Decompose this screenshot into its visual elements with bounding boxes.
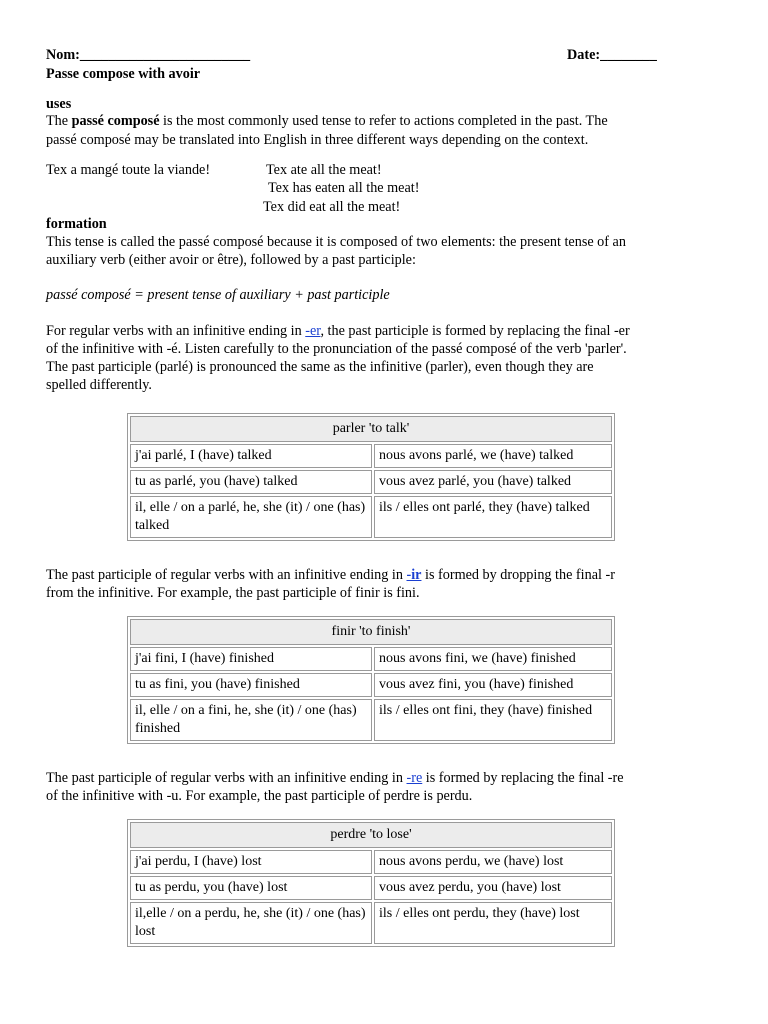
- re-line-1: The past participle of regular verbs with an infinitive ending in -re is formed by replacing the final -re: [46, 770, 624, 786]
- name-label: Nom:: [46, 47, 80, 63]
- date-blank[interactable]: ________: [600, 47, 657, 63]
- perdre-table: [127, 819, 615, 947]
- table-row: [130, 876, 612, 900]
- table-row: [130, 673, 612, 697]
- table-cell: il,elle / on a perdu, he, she (it) / one (has) lost: [130, 902, 372, 944]
- name-line: [46, 46, 250, 64]
- formation-line-1: This tense is called the passé composé because it is composed of two elements: the present tense of an: [46, 234, 626, 250]
- ir-line-1: The past participle of regular verbs with an infinitive ending in -ir is formed by dropping the final -r: [46, 567, 615, 583]
- example-translation-2: Tex has eaten all the meat!: [268, 180, 420, 196]
- date-label: Date:: [567, 47, 601, 63]
- table-row: [130, 444, 612, 468]
- table-cell: ils / elles ont parlé, they (have) talked: [374, 496, 612, 538]
- date-line: [567, 46, 657, 64]
- table-row: [130, 647, 612, 671]
- table-cell: tu as perdu, you (have) lost: [130, 876, 372, 900]
- uses-bold-term: passé composé: [71, 113, 160, 129]
- table-row: [130, 496, 612, 538]
- table-row: [130, 902, 612, 944]
- table-cell: nous avons fini, we (have) finished: [374, 647, 612, 671]
- table-title: perdre 'to lose': [130, 822, 612, 848]
- example-french: Tex a mangé toute la viande!: [46, 162, 211, 178]
- ir-link[interactable]: -ir: [406, 567, 422, 583]
- table-cell: ils / elles ont fini, they (have) finished: [374, 699, 612, 741]
- table-row: [130, 850, 612, 874]
- table-title: parler 'to talk': [130, 416, 612, 442]
- table-cell: tu as fini, you (have) finished: [130, 673, 372, 697]
- table-cell: il, elle / on a parlé, he, she (it) / one (has) talked: [130, 496, 372, 538]
- table-row: [130, 470, 612, 494]
- er-line-2: of the infinitive with -é. Listen carefully to the pronunciation of the passé composé of the verb 'parler'.: [46, 341, 627, 357]
- example-translation-3: Tex did eat all the meat!: [263, 199, 401, 215]
- example-translation-1: Tex ate all the meat!: [266, 162, 382, 178]
- table-cell: tu as parlé, you (have) talked: [130, 470, 372, 494]
- finir-table: [127, 616, 615, 744]
- table-cell: vous avez perdu, you (have) lost: [374, 876, 612, 900]
- formation-heading: formation: [46, 216, 107, 232]
- uses-line-1: The passé composé is the most commonly used tense to refer to actions completed in the past. The: [46, 113, 608, 129]
- re-line-2: of the infinitive with -u. For example, the past participle of perdre is perdu.: [46, 788, 473, 804]
- parler-table: [127, 413, 615, 541]
- er-link[interactable]: -er: [305, 323, 321, 339]
- table-title: finir 'to finish': [130, 619, 612, 645]
- table-cell: nous avons parlé, we (have) talked: [374, 444, 612, 468]
- table-cell: j'ai fini, I (have) finished: [130, 647, 372, 671]
- page-title: Passe compose with avoir: [46, 66, 201, 82]
- er-line-4: spelled differently.: [46, 377, 152, 393]
- formation-formula: passé composé = present tense of auxiliary + past participle: [46, 287, 390, 303]
- table-cell: vous avez fini, you (have) finished: [374, 673, 612, 697]
- table-row: [130, 699, 612, 741]
- er-line-1: For regular verbs with an infinitive ending in -er, the past participle is formed by replacing the final -er: [46, 323, 630, 339]
- ir-line-2: from the infinitive. For example, the past participle of finir is fini.: [46, 585, 420, 601]
- table-cell: vous avez parlé, you (have) talked: [374, 470, 612, 494]
- table-cell: nous avons perdu, we (have) lost: [374, 850, 612, 874]
- uses-line-2: passé composé may be translated into English in three different ways depending on the context.: [46, 132, 589, 148]
- table-cell: j'ai perdu, I (have) lost: [130, 850, 372, 874]
- formation-line-2: auxiliary verb (either avoir or être), followed by a past participle:: [46, 252, 416, 268]
- name-blank[interactable]: ________________________: [79, 47, 251, 63]
- table-cell: j'ai parlé, I (have) talked: [130, 444, 372, 468]
- er-line-3: The past participle (parlé) is pronounced the same as the infinitive (parler), even though they are: [46, 359, 594, 375]
- re-link[interactable]: -re: [406, 770, 423, 786]
- uses-heading: uses: [46, 96, 72, 112]
- table-cell: ils / elles ont perdu, they (have) lost: [374, 902, 612, 944]
- table-cell: il, elle / on a fini, he, she (it) / one (has) finished: [130, 699, 372, 741]
